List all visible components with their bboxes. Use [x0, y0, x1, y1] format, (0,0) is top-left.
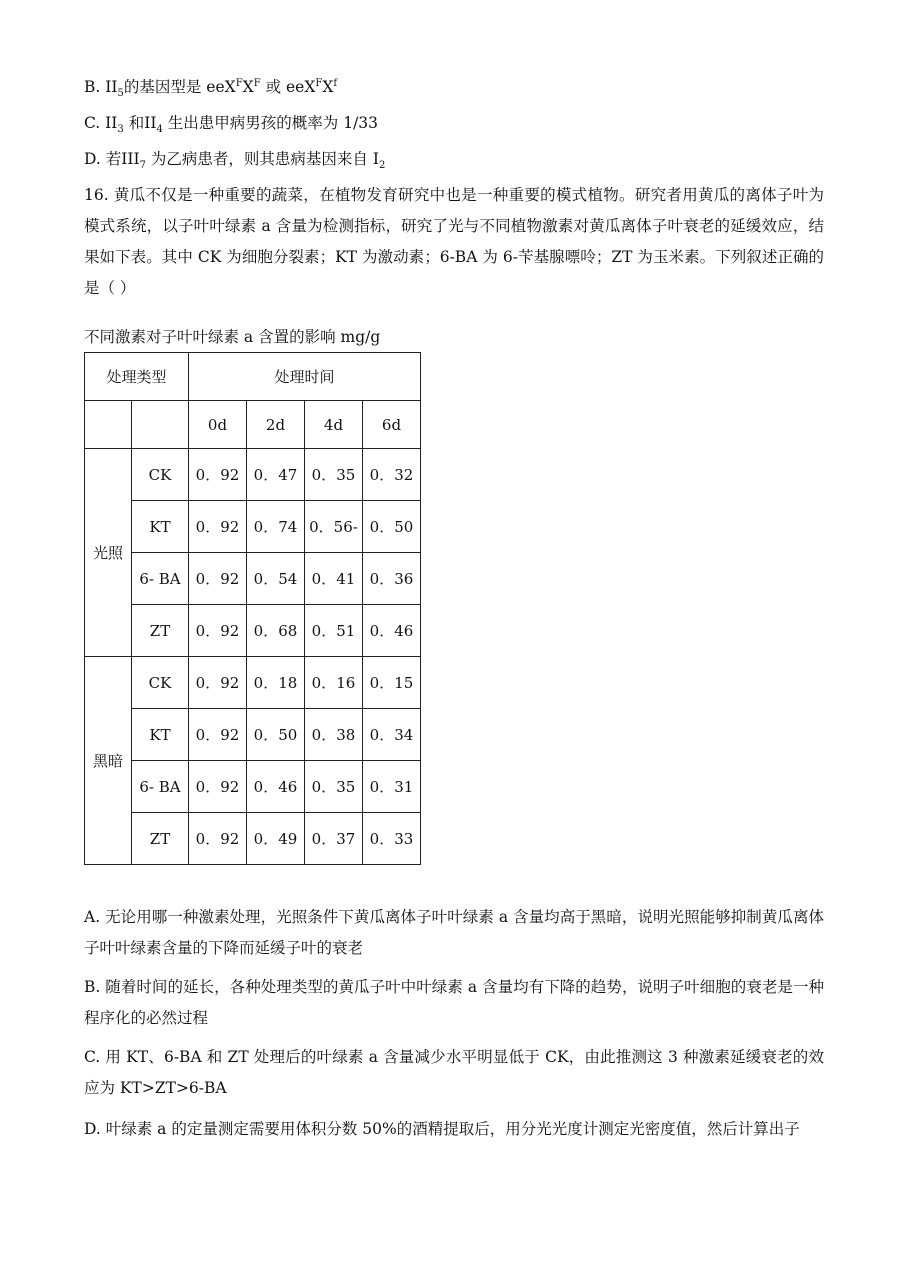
- day-header: 2d: [247, 401, 305, 449]
- table-row: [85, 709, 421, 761]
- value-cell: 0．92: [189, 709, 247, 761]
- hormone-cell: KT: [132, 709, 189, 761]
- option-b-prev: B. $II_5$的基因型是 $eeX^FX^F$ 或 $eeX^FX^f$: [84, 77, 338, 100]
- value-cell: 0．46: [247, 761, 305, 813]
- table-row: [85, 449, 421, 501]
- value-cell: 0．92: [189, 657, 247, 709]
- value-cell: 0．68: [247, 605, 305, 657]
- value-cell: 0．37: [305, 813, 363, 865]
- question-stem: 16. 黄瓜不仅是一种重要的蔬菜，在植物发育研究中也是一种重要的模式植物。研究者用黄瓜的离体子叶为模式系统，以子叶叶绿素 a 含量为检测指标，研究了光与不同植物激素对黄瓜离体子叶衰老的延缓效应，结果如下表。其中 CK 为细胞分裂素；KT 为激动素；6-BA 为 6-苄基腺嘌呤；ZT 为玉米素。下列叙述正确的是（ ）: [84, 186, 824, 297]
- value-cell: 0．47: [247, 449, 305, 501]
- value-cell: 0．92: [189, 761, 247, 813]
- value-cell: 0．92: [189, 501, 247, 553]
- value-cell: 0．18: [247, 657, 305, 709]
- hormone-cell: ZT: [132, 605, 189, 657]
- condition-cell-dark: 黑暗: [85, 657, 132, 865]
- table-row: [85, 813, 421, 865]
- value-cell: 0．15: [363, 657, 421, 709]
- value-cell: 0．31: [363, 761, 421, 813]
- value-cell: 0．92: [189, 449, 247, 501]
- value-cell: 0．16: [305, 657, 363, 709]
- value-cell: 0．41: [305, 553, 363, 605]
- value-cell: 0．50: [363, 501, 421, 553]
- table-row: [85, 657, 421, 709]
- option-c-prev: C. $II_3$ 和$II_4$ 生出患甲病男孩的概率为 1/33: [84, 114, 379, 136]
- hormone-cell: CK: [132, 657, 189, 709]
- header-treatment-type: 处理类型: [85, 353, 189, 401]
- value-cell: 0．38: [305, 709, 363, 761]
- value-cell: 0．56-: [305, 501, 363, 553]
- value-cell: 0．50: [247, 709, 305, 761]
- hormone-cell: 6- BA: [132, 553, 189, 605]
- value-cell: 0．92: [189, 605, 247, 657]
- table-row: [85, 761, 421, 813]
- day-header: 6d: [363, 401, 421, 449]
- value-cell: 0．35: [305, 761, 363, 813]
- day-header: 0d: [189, 401, 247, 449]
- option-d-prev: D. 若$III_7$ 为乙病患者，则其患病基因来自 $I_2$: [84, 150, 386, 172]
- option-a: A. 无论用哪一种激素处理，光照条件下黄瓜离体子叶叶绿素 a 含量均高于黑暗，说明光照能够抑制黄瓜离体子叶叶绿素含量的下降而延缓子叶的衰老: [84, 908, 824, 957]
- table-caption: 不同激素对子叶叶绿素 a 含置的影响 mg/g: [84, 328, 381, 346]
- option-c: C. 用 KT、6-BA 和 ZT 处理后的叶绿素 a 含量减少水平明显低于 CK，由此推测这 3 种激素延缓衰老的效应为 KT>ZT>6-BA: [84, 1048, 824, 1097]
- condition-cell-light: 光照: [85, 449, 132, 657]
- value-cell: 0．35: [305, 449, 363, 501]
- option-b: B. 随着时间的延长，各种处理类型的黄瓜子叶中叶绿素 a 含量均有下降的趋势，说明子叶细胞的衰老是一种程序化的必然过程: [84, 978, 824, 1027]
- hormone-cell: 6- BA: [132, 761, 189, 813]
- option-d: D. 叶绿素 a 的定量测定需要用体积分数 50%的酒精提取后，用分光光度计测定光密度值，然后计算出子: [84, 1120, 800, 1138]
- hormone-cell: ZT: [132, 813, 189, 865]
- data-table: [84, 352, 421, 865]
- value-cell: 0．36: [363, 553, 421, 605]
- table-row: [85, 501, 421, 553]
- hormone-cell: KT: [132, 501, 189, 553]
- value-cell: 0．51: [305, 605, 363, 657]
- value-cell: 0．49: [247, 813, 305, 865]
- hormone-cell: CK: [132, 449, 189, 501]
- table-row: [85, 605, 421, 657]
- value-cell: 0．54: [247, 553, 305, 605]
- empty-cell: [85, 401, 132, 449]
- value-cell: 0．74: [247, 501, 305, 553]
- value-cell: 0．32: [363, 449, 421, 501]
- value-cell: 0．33: [363, 813, 421, 865]
- day-header: 4d: [305, 401, 363, 449]
- table-row: [85, 553, 421, 605]
- header-treatment-time: 处理时间: [189, 353, 421, 401]
- value-cell: 0．34: [363, 709, 421, 761]
- value-cell: 0．92: [189, 553, 247, 605]
- value-cell: 0．92: [189, 813, 247, 865]
- empty-cell: [132, 401, 189, 449]
- value-cell: 0．46: [363, 605, 421, 657]
